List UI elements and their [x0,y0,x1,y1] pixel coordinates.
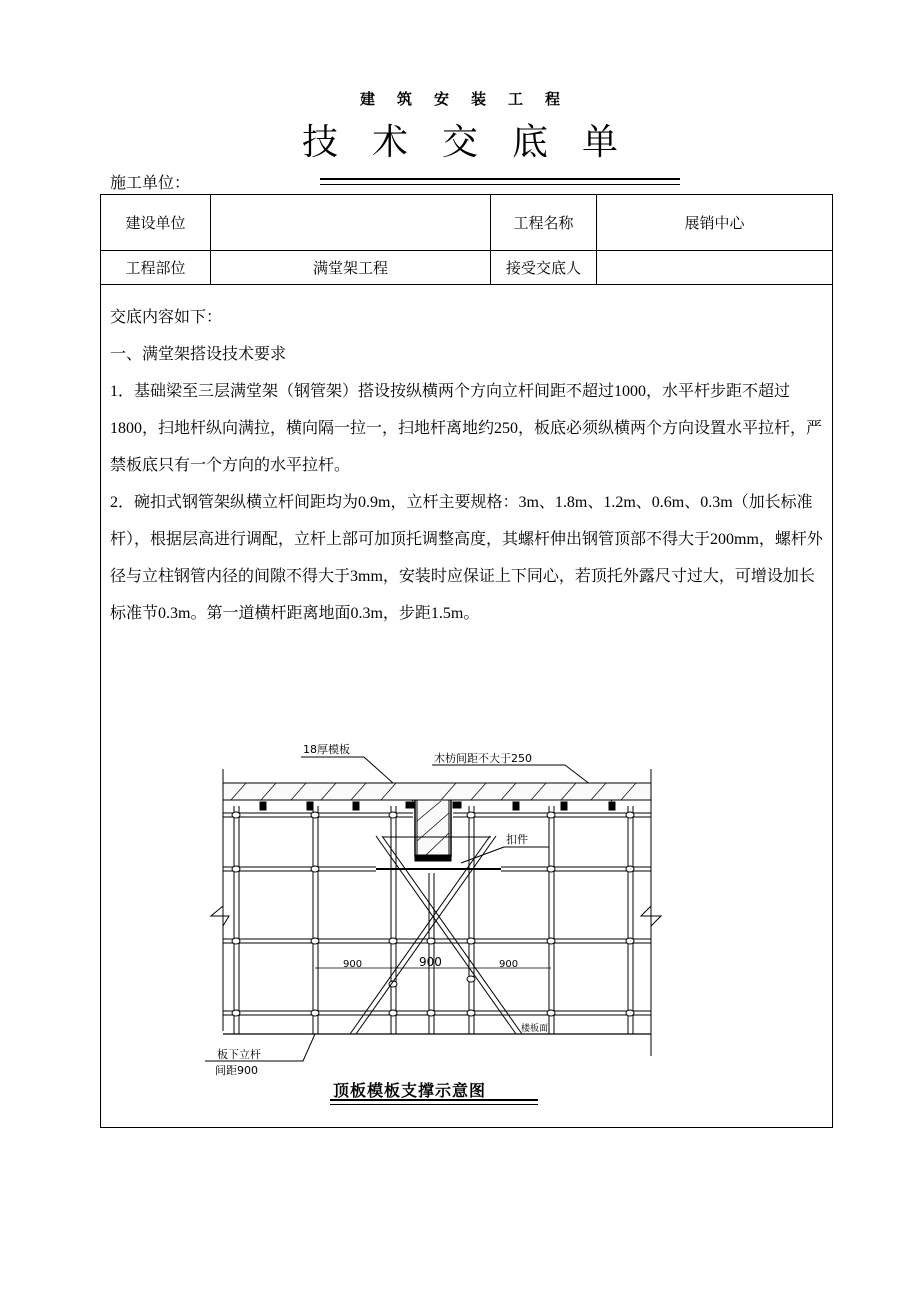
label-timber-spacing: 木枋间距不大于250 [434,752,532,765]
project-part-value: 满堂架工程 [211,251,491,284]
title-char: 术 [371,122,408,162]
project-name-value: 展销中心 [684,216,745,232]
dimension-left: 900 [343,959,363,970]
label-coupler: 扣件 [506,833,528,846]
subtitle-char: 装 [471,92,487,108]
document-subtitle [0,88,920,109]
table-row [101,251,832,285]
table-row [101,195,832,251]
section-title: 一、满堂架搭设技术要求 [110,346,287,363]
leader-line [461,847,504,863]
paragraph-2: 2．碗扣式钢管架纵横立杆间距均为0.9m，立杆主要规格：3m、1.8m、1.2m、0.6m、0.3m（加长标准杆），根据层高进行调配，立杆上部可加顶托调整高度，其螺杆伸出钢管顶部不得大于200mm，螺杆外径与立柱钢管内径的间隙不得大于3mm，安装时应保证上下同心，若顶托外露尺寸过大，可增设加长标准节0.3m。第一道横杆距离地面0.3m，步距1.5m。 [110,494,823,622]
dimension-middle: 900 [419,955,442,969]
document-title [0,114,920,165]
cross-braces [350,836,522,1034]
paragraph-1: 1．基础梁至三层满堂架（钢管架）搭设按纵横两个方向立杆间距不超过1000，水平杆步距不超过1800，扫地杆纵向满拉，横向隔一拉一，扫地杆离地约250，板底必须纵横两个方向设置水平拉杆，严禁板底只有一个方向的水平拉杆。 [110,383,823,474]
title-char: 交 [441,122,478,162]
title-char: 底 [512,122,549,162]
caption-underline [330,1099,538,1105]
concrete-slab [223,783,651,800]
owner-unit-value [211,195,491,250]
label-formwork: 18厚模板 [303,743,350,756]
construction-unit-label: 施工单位： [110,175,191,192]
subtitle-char: 工 [508,92,524,108]
formwork-support-diagram [201,735,671,1085]
label-pole-spacing-line1: 板下立杆 [217,1048,261,1061]
beam-bottom-form [415,855,451,861]
recipient-label: 接受交底人 [491,251,597,284]
recipient-value [597,251,832,284]
disclosure-table [100,194,833,1128]
title-char: 单 [582,122,619,162]
dimension-right: 900 [499,959,519,970]
owner-unit-label: 建设单位 [101,195,211,250]
diagram-caption: 顶板模板支撑示意图 [333,1083,487,1100]
content-intro: 交底内容如下： [110,309,223,326]
subtitle-char: 程 [545,92,561,108]
subtitle-char: 安 [433,92,449,108]
project-part-label: 工程部位 [101,251,211,284]
break-mark-left [211,906,229,926]
subtitle-char: 建 [359,92,375,108]
title-char: 技 [301,122,338,162]
subtitle-char: 筑 [396,92,412,108]
construction-unit-field-line [320,178,680,185]
disclosure-content [110,299,826,632]
label-pole-spacing-line2: 间距900 [215,1064,258,1077]
beam [417,800,449,855]
label-floor-surface: 楼板面 [521,1024,549,1034]
project-name-label: 工程名称 [491,195,597,250]
